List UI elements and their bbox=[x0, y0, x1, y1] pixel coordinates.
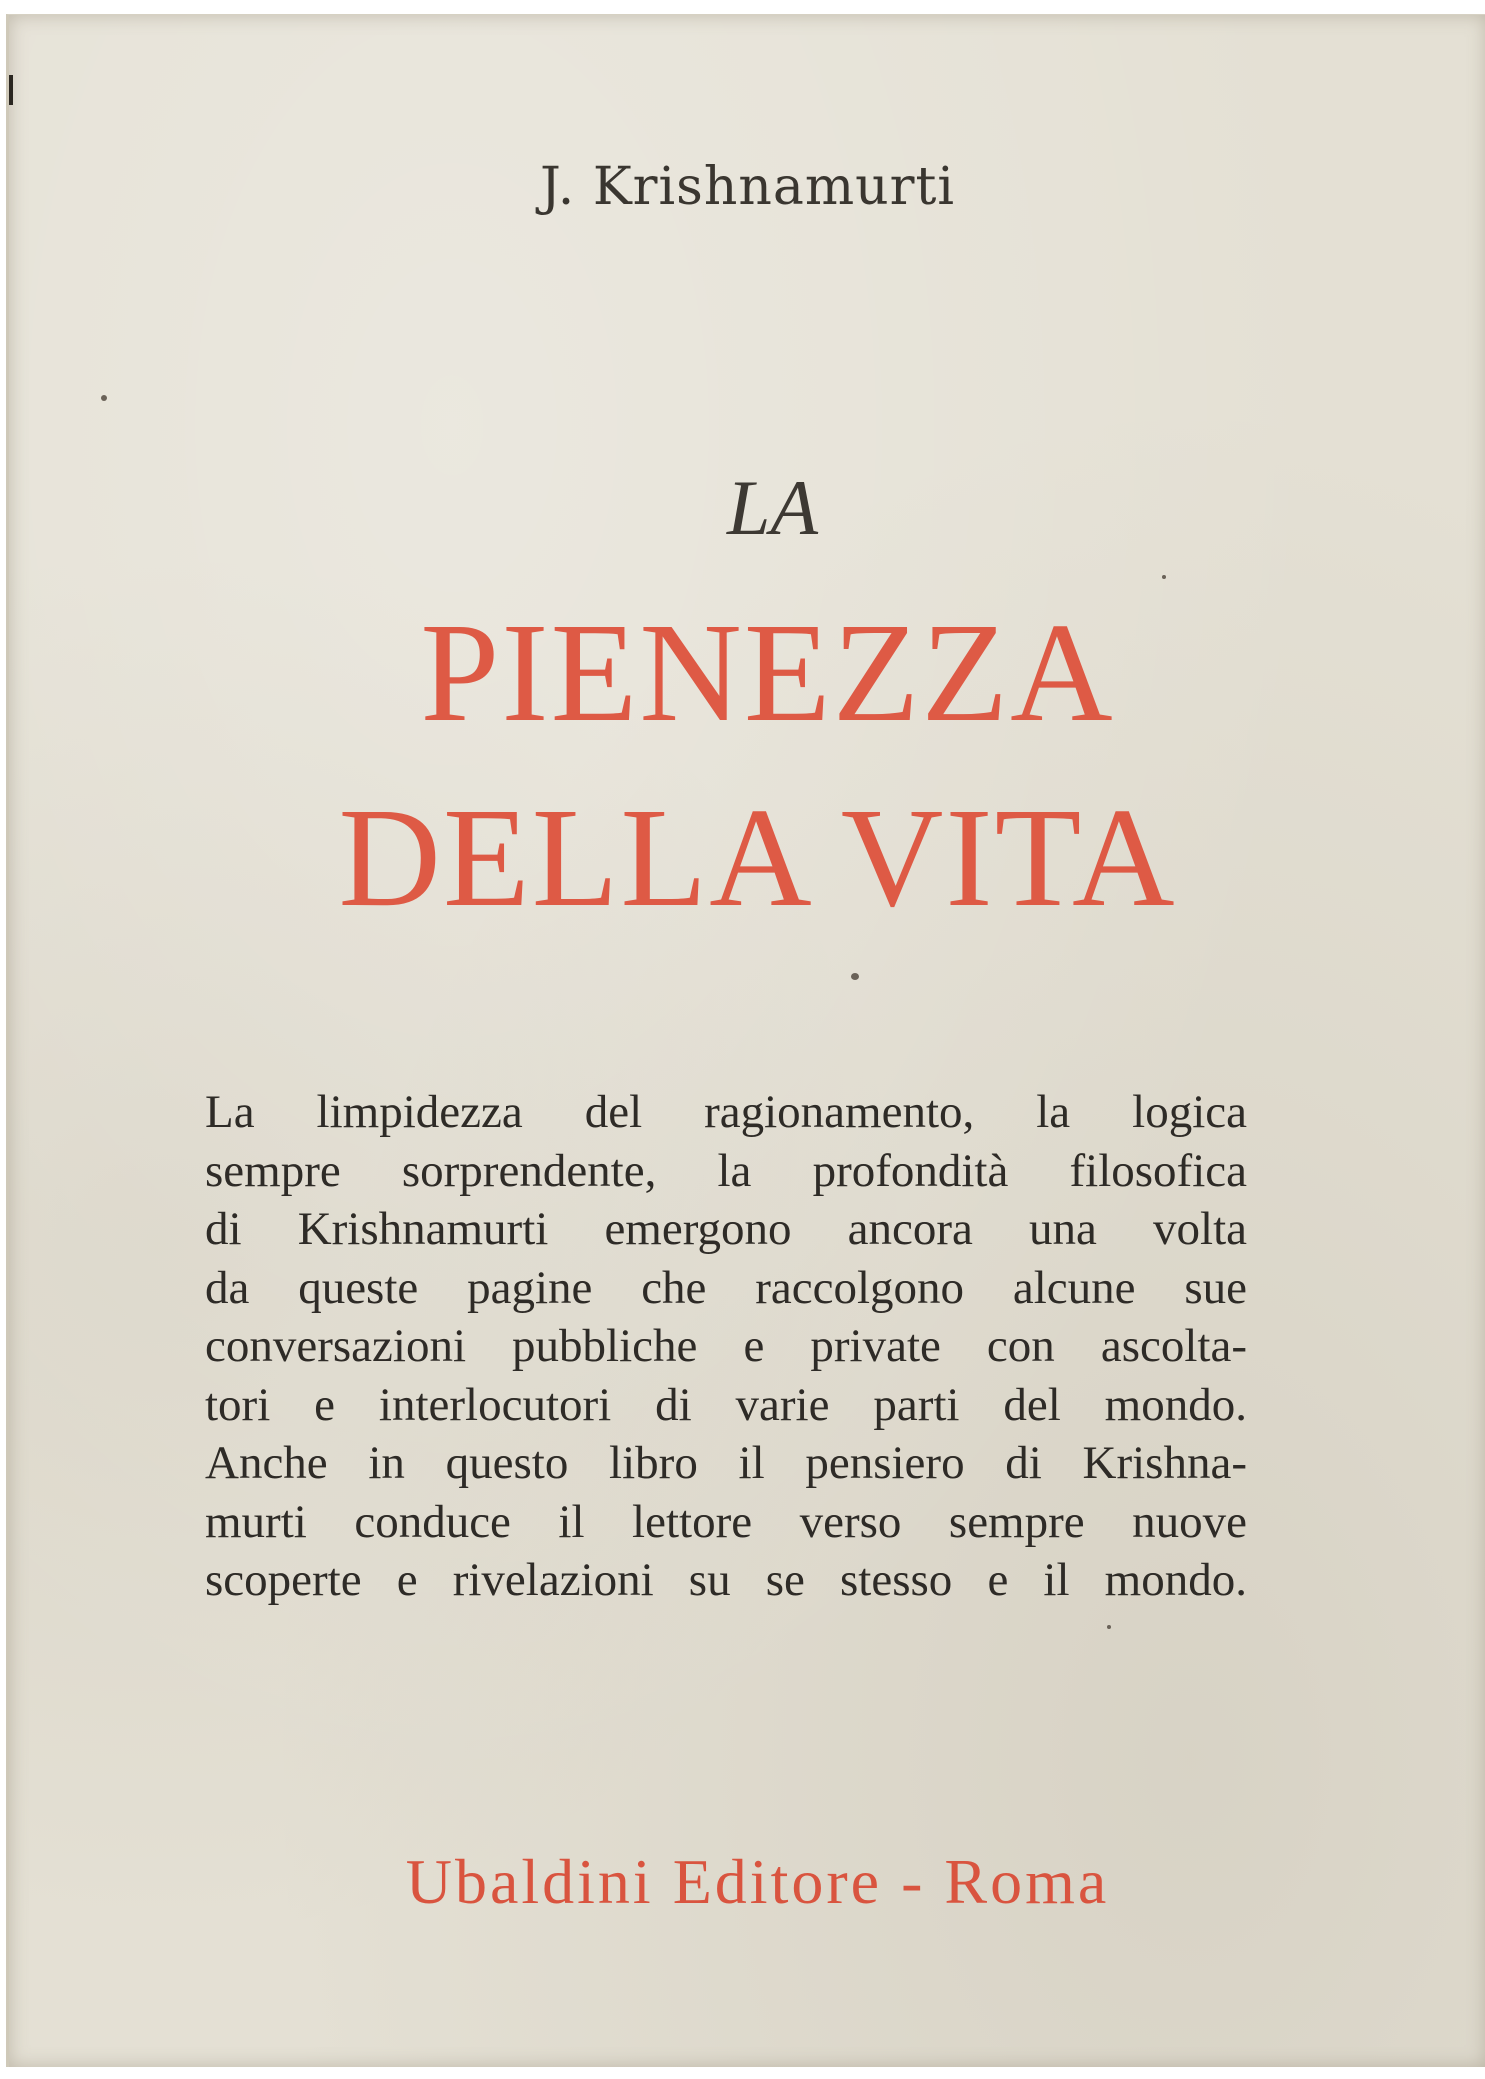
cover-blurb bbox=[205, 1083, 1247, 1610]
title-line-1: PIENEZZA bbox=[420, 593, 1115, 751]
paper-speck bbox=[1107, 1625, 1111, 1629]
blurb-line: Anche in questo libro il pensiero di Krishna- bbox=[205, 1437, 1247, 1489]
title-line-2: DELLA VITA bbox=[338, 778, 1177, 936]
blurb-line: sempre sorprendente, la profondità filosofica bbox=[205, 1144, 1247, 1197]
blurb-line: da queste pagine che raccolgono alcune sue bbox=[205, 1261, 1247, 1314]
blurb-line: tori e interlocutori di varie parti del mondo. bbox=[205, 1378, 1247, 1431]
paper-speck bbox=[101, 395, 107, 401]
author-name: J. Krishnamurti bbox=[539, 157, 956, 217]
blurb-line: scoperte e rivelazioni su se stesso e il mondo. bbox=[205, 1554, 1247, 1606]
blurb-line: conversazioni pubbliche e private con ascolta- bbox=[205, 1320, 1247, 1372]
blurb-line: La limpidezza del ragionamento, la logica bbox=[205, 1086, 1247, 1138]
publisher-imprint: Ubaldini Editore - Roma bbox=[405, 1846, 1110, 1917]
paper-speck bbox=[851, 973, 859, 980]
paper-speck bbox=[1162, 575, 1166, 579]
blurb-line: murti conduce il lettore verso sempre nuove bbox=[205, 1495, 1247, 1548]
title-article: LA bbox=[726, 464, 819, 551]
book-cover bbox=[6, 14, 1485, 2067]
spine-edge-mark bbox=[9, 75, 13, 105]
blurb-line: di Krishnamurti emergono ancora una volta bbox=[205, 1203, 1247, 1255]
